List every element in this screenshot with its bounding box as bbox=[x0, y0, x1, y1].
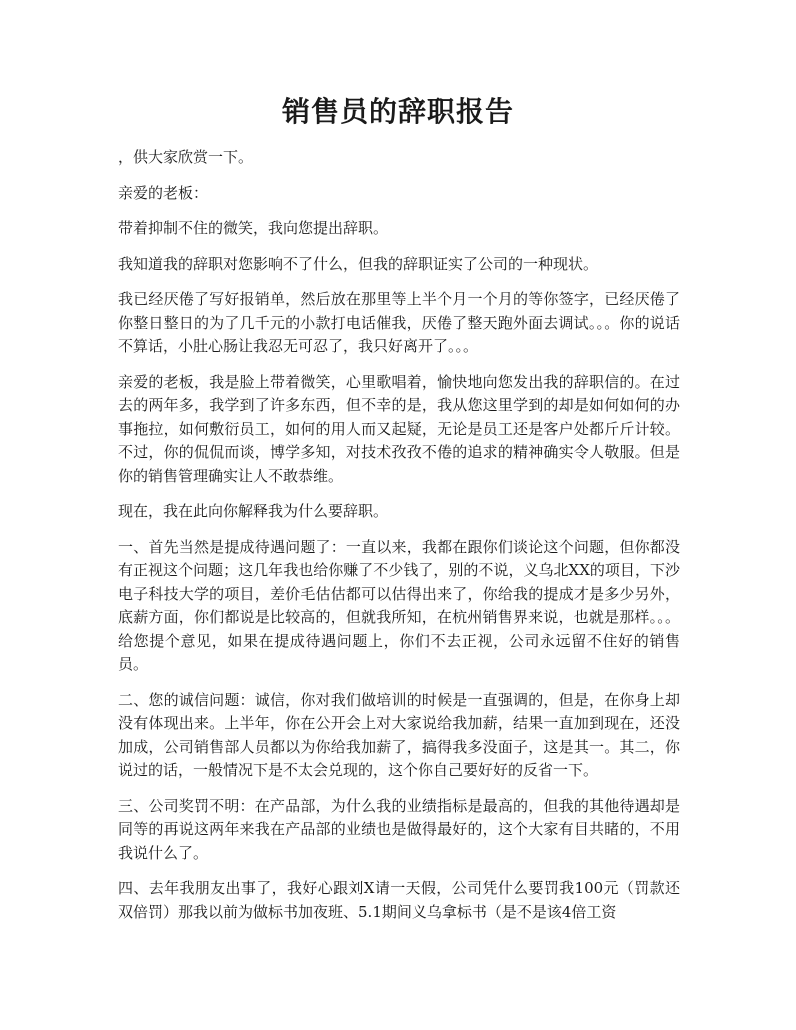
paragraph: 我知道我的辞职对您影响不了什么，但我的辞职证实了公司的一种现状。 bbox=[118, 254, 599, 273]
paragraph: 带着抑制不住的微笑，我向您提出辞职。 bbox=[118, 219, 389, 237]
paragraph-point-3: 三、公司奖罚不明：在产品部，为什么我的业绩指标是最高的，但我的其他待遇却是同等的再说这两年来我在产品部的业绩也是做得最好的，这个大家有目共睹的，不用我说什么了。 bbox=[118, 796, 680, 862]
paragraph-point-1: 一、首先当然是提成待遇问题了：一直以来，我都在跟你们谈论这个问题，但你都没有正视这个问题；这几年我也给你赚了不少钱了，别的不说，义乌北XX的项目，下沙电子科技大学的项目，差价毛估估都可以估得出来了，你给我的提成才是多少另外，底薪方面，你们都说是比较高的，但就我所知，在杭州销售界来说，也就是那样。。。给您提个意见，如果在提成待遇问题上，你们不去正视，公司永远留不住好的销售员。 bbox=[118, 537, 680, 673]
paragraph: 我已经厌倦了写好报销单，然后放在那里等上半个月一个月的等你签字，已经厌倦了你整日整日的为了几千元的小款打电话催我，厌倦了整天跑外面去调试。。。你的说话不算话，小肚心肠让我忍无可忍了，我只好离开了。。。 bbox=[118, 290, 680, 355]
paragraph-intro: ，供大家欣赏一下。 bbox=[118, 148, 254, 166]
paragraph-point-4: 四、去年我朋友出事了，我好心跟刘X请一天假，公司凭什么要罚我100元（罚款还双倍罚）那我以前为做标书加夜班、5.1期间义乌拿标书（是不是该4倍工资 bbox=[118, 879, 680, 921]
paragraph-salutation: 亲爱的老板： bbox=[118, 183, 209, 202]
paragraph: 亲爱的老板，我是脸上带着微笑，心里歌唱着，愉快地向您发出我的辞职信的。在过去的两年多，我学到了许多东西，但不幸的是，我从您这里学到的却是如何如何的办事拖拉，如何敷衍员工，如何的用人而又起疑，无论是员工还是客户处都斤斤计较。不过，你的侃侃而谈，博学多知，对技术孜孜不倦的追求的精神确实令人敬服。但是你的销售管理确实让人不敢恭维。 bbox=[118, 372, 680, 485]
document-title: 销售员的辞职报告 bbox=[281, 95, 514, 128]
document-body bbox=[118, 146, 680, 936]
paragraph-point-2: 二、您的诚信问题：诚信，你对我们做培训的时候是一直强调的，但是，在你身上却没有体现出来。上半年，你在公开会上对大家说给我加薪，结果一直加到现在，还没加成，公司销售部人员都以为你给我加薪了，搞得我多没面子，这是其一。其二，你说过的话，一般情况下是不太会兑现的，这个你自己要好好的反省一下。 bbox=[118, 690, 680, 779]
paragraph: 现在，我在此向你解释我为什么要辞职。 bbox=[118, 502, 389, 520]
